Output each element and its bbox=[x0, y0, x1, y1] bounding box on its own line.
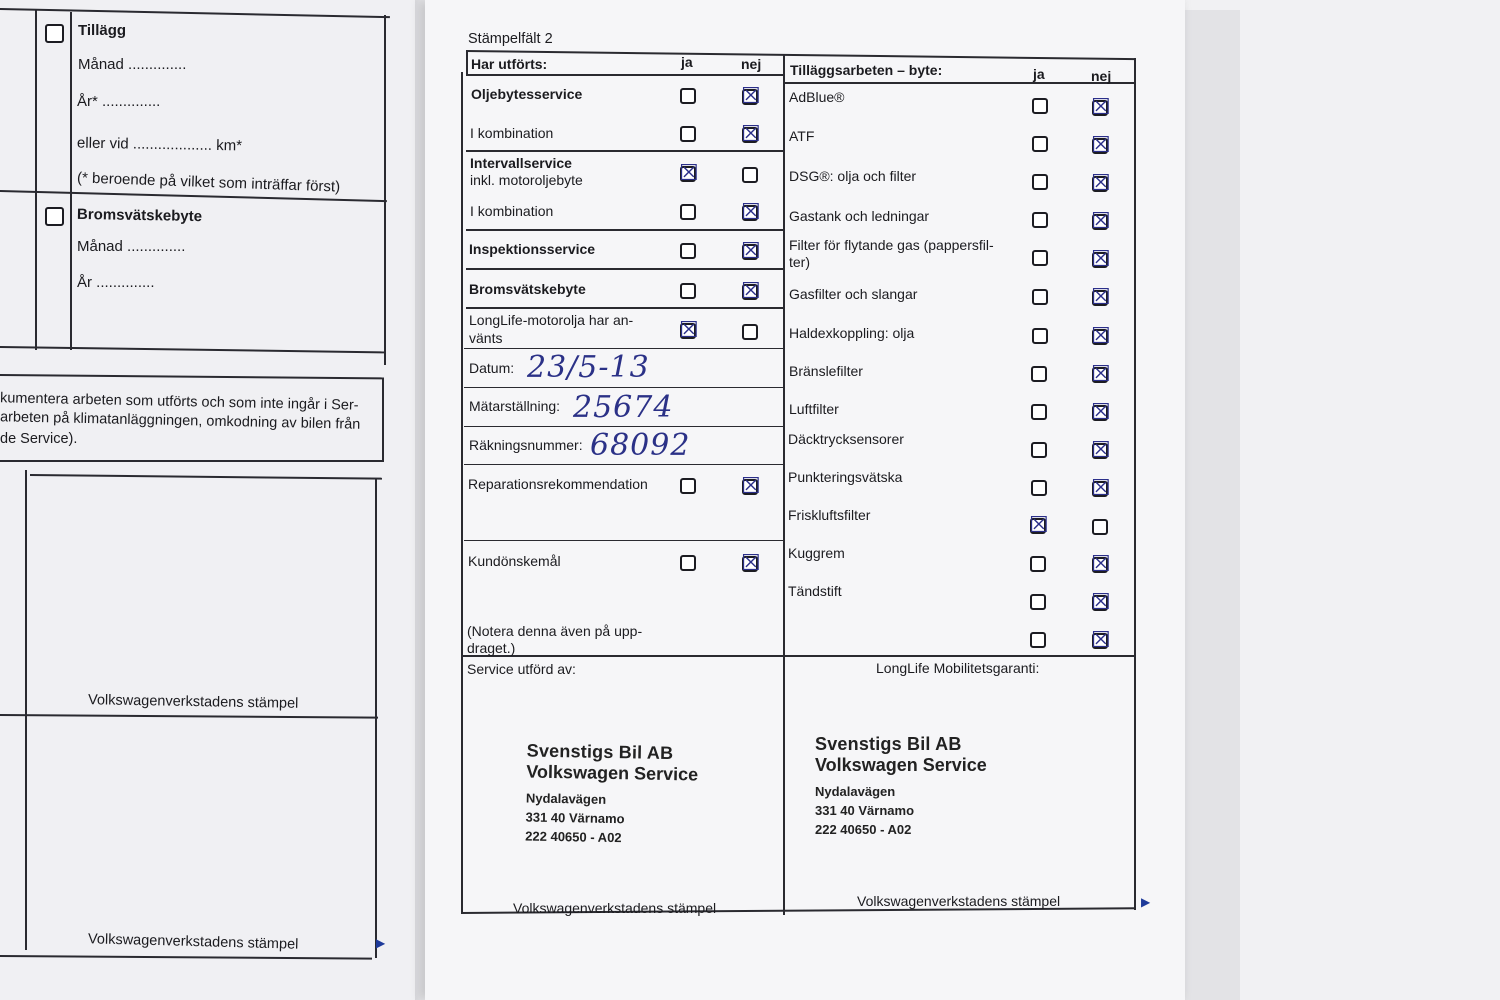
kombination-2-nej-check-icon: ☒ bbox=[741, 200, 761, 225]
kundonskemal-nej-check-icon: ☒ bbox=[741, 551, 761, 576]
next-page-arrow-icon: ▶ bbox=[376, 936, 386, 950]
stamp-left-code: 222 40650 - A02 bbox=[525, 828, 622, 846]
gastank-ja-checkbox[interactable] bbox=[1032, 212, 1048, 228]
branslefilter-ja-checkbox[interactable] bbox=[1031, 366, 1047, 382]
tandstift-ja-checkbox[interactable] bbox=[1030, 594, 1046, 610]
row-flytande-gas-label2: ter) bbox=[789, 254, 810, 270]
atf-nej-check-icon: ☒ bbox=[1091, 133, 1111, 158]
intervallservice-nej-checkbox[interactable] bbox=[742, 167, 758, 183]
stamp-left-city: 331 40 Värnamo bbox=[525, 809, 625, 827]
kombination-2-ja-checkbox[interactable] bbox=[680, 204, 696, 220]
notera-line-1: (Notera denna även på upp- bbox=[467, 623, 643, 639]
kundonskemal-label: Kundönskemål bbox=[468, 553, 561, 569]
reparation-label: Reparationsrekommendation bbox=[468, 476, 648, 492]
row-flytande-gas-label: Filter för flytande gas (pappersfil- bbox=[789, 237, 994, 253]
stamp-right-code: 222 40650 - A02 bbox=[815, 822, 912, 837]
inspektionsservice-ja-checkbox[interactable] bbox=[680, 243, 696, 259]
dsg-ja-checkbox[interactable] bbox=[1032, 174, 1048, 190]
workshop-stamp-right bbox=[815, 734, 987, 837]
gastank-nej-check-icon: ☒ bbox=[1091, 209, 1111, 234]
left-col-nej: nej bbox=[741, 56, 762, 72]
gasfilter-ja-checkbox[interactable] bbox=[1032, 289, 1048, 305]
reparation-ja-checkbox[interactable] bbox=[680, 478, 696, 494]
section-title: Stämpelfält 2 bbox=[468, 31, 553, 47]
row-luftfilter-label: Luftfilter bbox=[789, 401, 839, 417]
kombination-1-nej-check-icon: ☒ bbox=[741, 122, 761, 147]
doc-text-2: arbeten på klimatanläggningen, omkodning av bilen från bbox=[0, 409, 361, 433]
flytande-gas-ja-checkbox[interactable] bbox=[1032, 250, 1048, 266]
row-oljebytesservice-label: Oljebytesservice bbox=[471, 86, 583, 102]
row-gasfilter-label: Gasfilter och slangar bbox=[789, 286, 918, 302]
datum-label: Datum: bbox=[469, 360, 515, 376]
row-kombination-1-label: I kombination bbox=[470, 125, 554, 141]
bromsvatskebyte-title: Bromsvätskebyte bbox=[76, 205, 203, 226]
stamp-right-street: Nydalavägen bbox=[815, 784, 896, 799]
haldex-ja-checkbox[interactable] bbox=[1032, 328, 1048, 344]
row-intervallservice-label2: inkl. motoroljebyte bbox=[470, 172, 583, 188]
haldex-nej-check-icon: ☒ bbox=[1091, 324, 1111, 349]
oljebytesservice-nej-check-icon: ☒ bbox=[741, 84, 761, 109]
stamp-left-sub: Volkswagen Service bbox=[526, 761, 699, 785]
kuggrem-nej-check-icon: ☒ bbox=[1091, 552, 1111, 577]
right-table-header: Tilläggsarbeten – byte: bbox=[790, 62, 943, 78]
stamp-right-city: 331 40 Värnamo bbox=[815, 803, 915, 818]
row-intervallservice-label: Intervallservice bbox=[470, 155, 572, 171]
stamp-label-left: Volkswagenverkstadens stämpel bbox=[513, 900, 717, 916]
longlife-ja-check-icon: ☒ bbox=[679, 318, 699, 343]
doc-text-3: de Service). bbox=[0, 431, 78, 447]
dacktryck-ja-checkbox[interactable] bbox=[1031, 442, 1047, 458]
service-utford-label: Service utförd av: bbox=[467, 661, 576, 677]
stamp-left-street: Nydalavägen bbox=[525, 790, 607, 807]
stamp-right-name: Svenstigs Bil AB bbox=[815, 734, 962, 754]
adblue-nej-check-icon: ☒ bbox=[1091, 95, 1111, 120]
left-stamp-label-1: Volkswagenverkstadens stämpel bbox=[87, 692, 299, 712]
row-punktering-label: Punkteringsvätska bbox=[788, 469, 903, 485]
mobilitet-label: LongLife Mobilitetsgaranti: bbox=[876, 660, 1040, 676]
row-kombination-2-label: I kombination bbox=[470, 203, 554, 219]
bromsvatskebyte-ja-checkbox[interactable] bbox=[680, 283, 696, 299]
row-kuggrem-label: Kuggrem bbox=[788, 545, 845, 561]
friskluft-ja-check-icon: ☒ bbox=[1029, 513, 1049, 538]
tillagg-title: Tillägg bbox=[78, 22, 127, 39]
punktering-nej-check-icon: ☒ bbox=[1091, 476, 1111, 501]
adblue-ja-checkbox[interactable] bbox=[1032, 98, 1048, 114]
kuggrem-ja-checkbox[interactable] bbox=[1030, 556, 1046, 572]
row-dsg-label: DSG®: olja och filter bbox=[789, 168, 917, 184]
reparation-nej-check-icon: ☒ bbox=[741, 474, 761, 499]
inspektionsservice-nej-check-icon: ☒ bbox=[741, 239, 761, 264]
matarstallning-value[interactable]: 25674 bbox=[573, 390, 674, 425]
row-longlife-label: LongLife-motorolja har an- bbox=[469, 312, 634, 328]
row-tandstift-label: Tändstift bbox=[788, 583, 842, 599]
row-haldex-label: Haldexkoppling: olja bbox=[789, 325, 915, 341]
datum-value[interactable]: 23/5-13 bbox=[527, 350, 650, 385]
continue-arrow-icon: ▶ bbox=[1141, 895, 1151, 909]
row-inspektionsservice-label: Inspektionsservice bbox=[469, 241, 596, 257]
row-gastank-label: Gastank och ledningar bbox=[789, 208, 930, 224]
intervallservice-ja-check-icon: ☒ bbox=[679, 161, 699, 186]
oljebytesservice-ja-checkbox[interactable] bbox=[680, 88, 696, 104]
bromsvatskebyte-manad: Månad .............. bbox=[77, 238, 186, 255]
punktering-ja-checkbox[interactable] bbox=[1031, 480, 1047, 496]
luftfilter-nej-check-icon: ☒ bbox=[1091, 400, 1111, 425]
stamp-label-right: Volkswagenverkstadens stämpel bbox=[857, 893, 1061, 909]
rakningsnummer-label: Räkningsnummer: bbox=[469, 437, 583, 453]
kombination-1-ja-checkbox[interactable] bbox=[680, 126, 696, 142]
branslefilter-nej-check-icon: ☒ bbox=[1091, 362, 1111, 387]
left-table-header: Har utförts: bbox=[471, 56, 548, 72]
atf-ja-checkbox[interactable] bbox=[1032, 136, 1048, 152]
bromsvatskebyte-nej-check-icon: ☒ bbox=[741, 279, 761, 304]
row-longlife-label2: vänts bbox=[469, 330, 503, 346]
friskluft-nej-checkbox[interactable] bbox=[1092, 519, 1108, 535]
rakningsnummer-value[interactable]: 68092 bbox=[590, 428, 691, 463]
stamp-right-sub: Volkswagen Service bbox=[815, 755, 987, 775]
stamp-left-name: Svenstigs Bil AB bbox=[526, 740, 674, 764]
kundonskemal-ja-checkbox[interactable] bbox=[680, 555, 696, 571]
row-friskluft-label: Friskluftsfilter bbox=[788, 507, 871, 523]
row-adblue-label: AdBlue® bbox=[789, 89, 845, 105]
tillagg-ar: År* .............. bbox=[77, 93, 161, 110]
tandstift-nej-check-icon: ☒ bbox=[1091, 590, 1111, 615]
dsg-nej-check-icon: ☒ bbox=[1091, 171, 1111, 196]
workshop-stamp-left bbox=[525, 741, 699, 847]
row-atf-label: ATF bbox=[789, 128, 815, 144]
longlife-nej-checkbox[interactable] bbox=[742, 324, 758, 340]
doc-text-1: kumentera arbeten som utförts och som inte ingår i Ser- bbox=[0, 390, 359, 414]
right-col-ja: ja bbox=[1033, 66, 1045, 82]
right-col-nej: nej bbox=[1091, 68, 1112, 84]
left-col-ja: ja bbox=[681, 54, 693, 70]
gasfilter-nej-check-icon: ☒ bbox=[1091, 285, 1111, 310]
notera-line-2: draget.) bbox=[467, 640, 516, 656]
tillagg-eller-vid: eller vid ................... km* bbox=[76, 134, 243, 155]
extra-ja-checkbox[interactable] bbox=[1030, 632, 1046, 648]
tillagg-manad: Månad .............. bbox=[78, 56, 187, 73]
row-branslefilter-label: Bränslefilter bbox=[789, 363, 863, 379]
dacktryck-nej-check-icon: ☒ bbox=[1091, 438, 1111, 463]
tillagg-note: (* beroende på vilket som inträffar först) bbox=[76, 169, 341, 196]
left-stamp-label-2: Volkswagenverkstadens stämpel bbox=[87, 931, 299, 953]
flytande-gas-nej-check-icon: ☒ bbox=[1091, 247, 1111, 272]
bromsvatskebyte-ar: År .............. bbox=[77, 274, 155, 291]
matarstallning-label: Mätarställning: bbox=[469, 398, 561, 414]
row-bromsvatskebyte-label: Bromsvätskebyte bbox=[469, 281, 586, 297]
row-dacktryck-label: Däcktrycksensorer bbox=[788, 431, 904, 447]
luftfilter-ja-checkbox[interactable] bbox=[1031, 404, 1047, 420]
extra-nej-check-icon: ☒ bbox=[1091, 628, 1111, 653]
